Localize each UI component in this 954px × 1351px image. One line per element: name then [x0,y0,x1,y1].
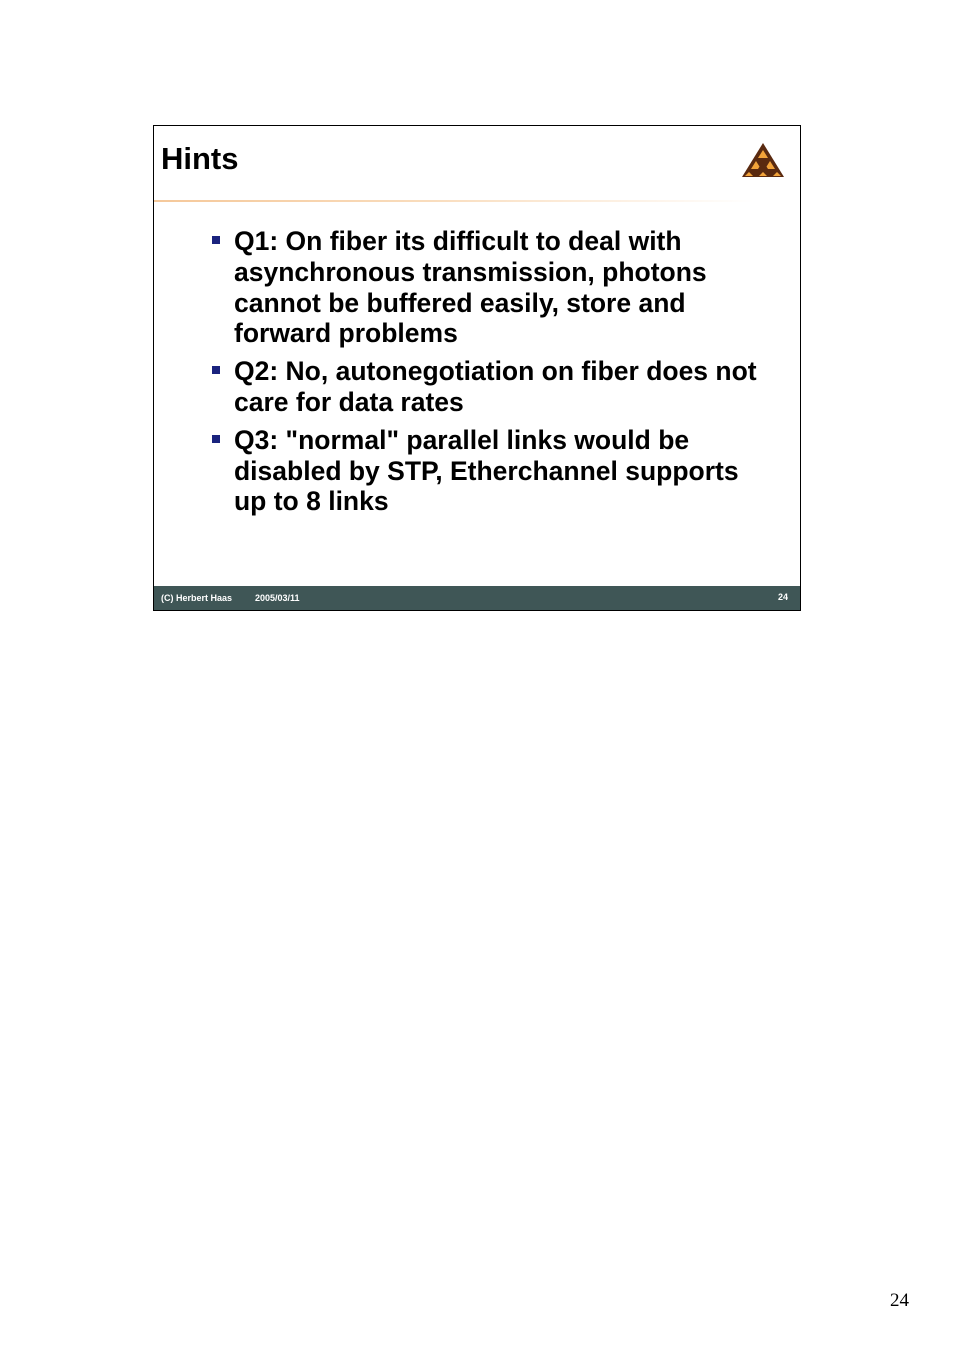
slide-footer [154,586,800,610]
list-item [210,356,770,418]
square-bullet-icon [212,435,220,443]
bullet-text: Q1: On fiber its difficult to deal with asynchronous transmission, photons cannot be buffered easily, store and forward problems [234,226,707,349]
slide [153,125,801,611]
bullet-text: Q2: No, autonegotiation on fiber does not care for data rates [234,356,757,417]
list-item [210,425,770,517]
square-bullet-icon [212,236,220,244]
bullet-text: Q3: "normal" parallel links would be disabled by STP, Etherchannel supports up to 8 links [234,424,739,517]
square-bullet-icon [212,366,220,374]
footer-slide-number: 24 [777,592,788,602]
list-item [210,226,770,349]
title-divider [154,200,754,202]
footer-date: 2005/03/11 [255,593,300,603]
bullet-list [210,226,770,524]
footer-author: (C) Herbert Haas [161,593,233,603]
slide-title: Hints [161,141,239,176]
triangle-logo-icon [741,142,785,178]
page-number: 24 [890,1290,909,1311]
